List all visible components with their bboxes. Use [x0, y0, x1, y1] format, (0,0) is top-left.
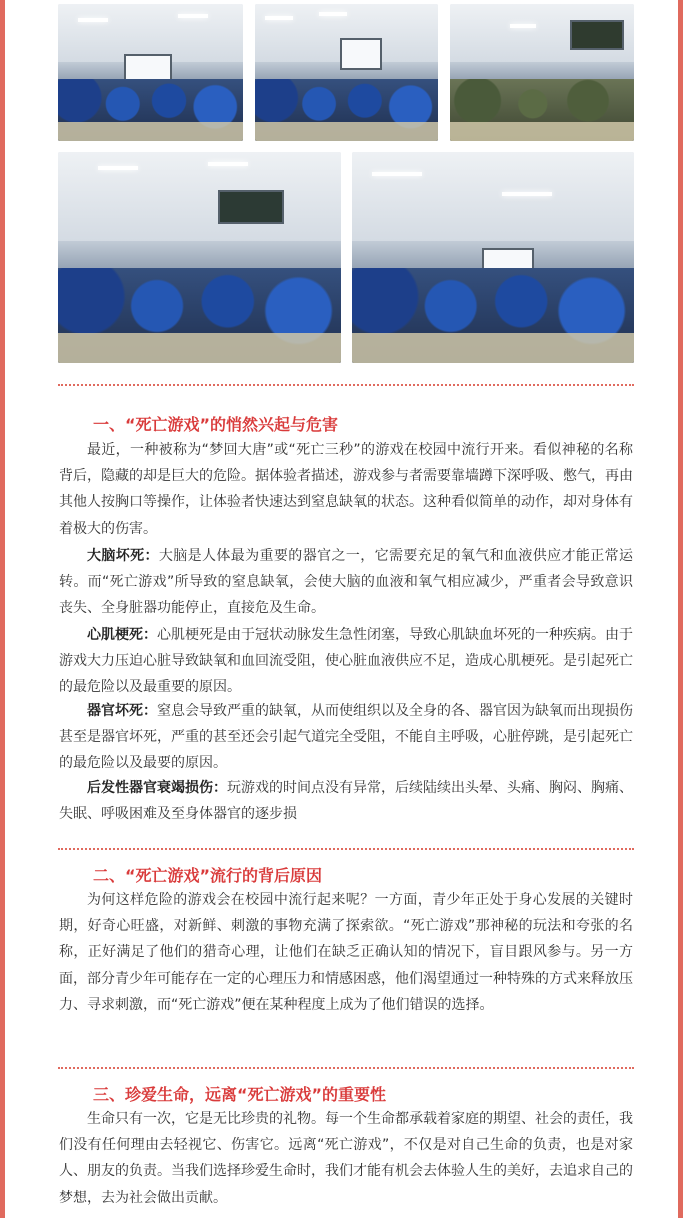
section1-heart — [59, 622, 633, 701]
classroom-photo-3 — [450, 4, 634, 141]
classroom-photo-1 — [58, 4, 243, 141]
section1-intro — [59, 437, 633, 542]
heart-text: 心肌梗死是由于冠状动脉发生急性闭塞，导致心肌缺血坏死的一种疾病。由于游戏大力压迫心脏导致缺氧和血回流受阻，使心脏血液供应不足，造成心肌梗死。是引起死亡的最危险以及最重要的原因。 — [59, 627, 633, 696]
section2-body — [59, 887, 633, 1018]
classroom-photo-2 — [255, 4, 438, 141]
section2-text: 为何这样危险的游戏会在校园中流行起来呢？一方面，青少年正处于身心发展的关键时期，好奇心旺盛，对新鲜、刺激的事物充满了探索欲。“死亡游戏”那神秘的玩法和夸张的名称，正好满足了他们的猎奇心理，让他们在缺乏正确认知的情况下，盲目跟风参与。另一方面，部分青少年可能存在一定的心理压力和情感困惑，他们渴望通过一种特殊的方式来释放压力、寻求刺激，而“死亡游戏”便在某种程度上成为了他们错误的选择。 — [59, 892, 633, 1013]
section1-brain — [59, 543, 633, 622]
section1-organ — [59, 698, 633, 777]
section-divider-3 — [58, 1067, 634, 1069]
section3-text: 生命只有一次，它是无比珍贵的礼物。每一个生命都承载着家庭的期望、社会的责任，我们没有任何理由去轻视它、伤害它。远离“死亡游戏”，不仅是对自己生命的负责，也是对家人、朋友的负责。当我们选择珍爱生命时，我们才能有机会去体验人生的美好，去追求自己的梦想，去为社会做出贡献。 — [59, 1111, 633, 1206]
brain-text: 大脑是人体最为重要的器官之一，它需要充足的氧气和血液供应才能正常运转。而“死亡游戏”所导致的窒息缺氧，会使大脑的血液和氧气相应减少，严重者会导致意识丧失、全身脏器功能停止，直接危及生命。 — [59, 548, 634, 617]
section2-heading: 二、“死亡游戏”流行的背后原因 — [93, 866, 323, 885]
section1-intro-text: 最近，一种被称为“梦回大唐”或“死亡三秒”的游戏在校园中流行开来。看似神秘的名称背后，隐藏的却是巨大的危险。据体验者描述，游戏参与者需要靠墙蹲下深呼吸、憋气，再由其他人按胸口等操作，让体验者快速达到窒息缺氧的状态。这种看似简单的动作，却对身体有着极大的伤害。 — [59, 442, 633, 537]
sequela-label: 后发性器官衰竭损伤： — [87, 780, 227, 796]
organ-label: 器官坏死： — [87, 703, 157, 719]
brain-label: 大脑坏死： — [87, 548, 159, 564]
organ-text: 窒息会导致严重的缺氧，从而使组织以及全身的各、器官因为缺氧而出现损伤甚至是器官坏死，严重的甚至还会引起气道完全受阻，不能自主呼吸，心脏停跳，是引起死亡的最危险以及最要的原因。 — [59, 703, 633, 772]
classroom-photo-4 — [58, 152, 341, 363]
sequela-text: 玩游戏的时间点没有异常，后续陆续出头晕、头痛、胸闷、胸痛、失眠、呼吸困难及至身体器官的逐步损 — [59, 780, 633, 823]
section1-heading: 一、“死亡游戏”的悄然兴起与危害 — [93, 415, 339, 434]
section3-body — [59, 1106, 633, 1211]
section-divider-2 — [58, 848, 634, 850]
classroom-photo-5 — [352, 152, 634, 363]
section3-heading: 三、珍爱生命，远离“死亡游戏”的重要性 — [93, 1085, 387, 1104]
section1-sequela — [59, 775, 633, 827]
heart-label: 心肌梗死： — [87, 627, 157, 643]
section-divider-1 — [58, 384, 634, 386]
